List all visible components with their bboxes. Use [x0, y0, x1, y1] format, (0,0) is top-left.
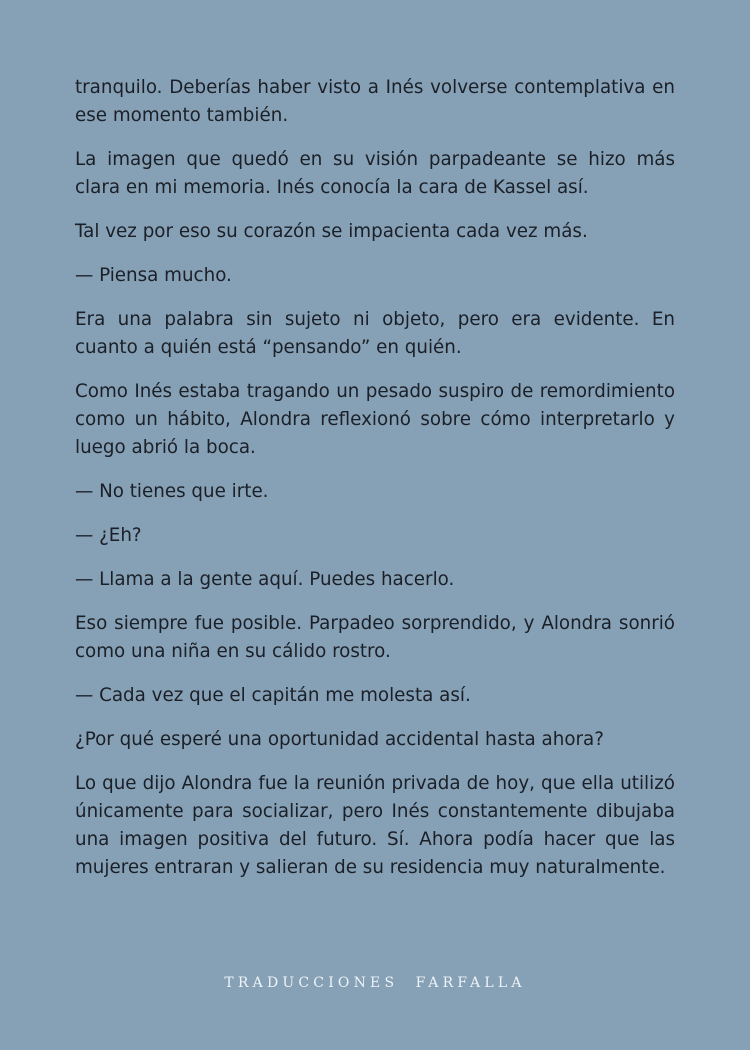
- paragraph: Era una palabra sin sujeto ni objeto, pero era evidente. En cuanto a quién está “pensando” en quién.: [75, 309, 675, 358]
- page-body-text: [75, 74, 675, 898]
- paragraph: — Llama a la gente aquí. Puedes hacerlo.: [75, 569, 455, 590]
- paragraph: Como Inés estaba tragando un pesado suspiro de remordimiento como un hábito, Alondra reflexionó sobre cómo interpretarlo y luego abrió la boca.: [75, 381, 675, 458]
- paragraph: Lo que dijo Alondra fue la reunión privada de hoy, que ella utilizó únicamente para socializar, pero Inés constantemente dibujaba una imagen positiva del futuro. Sí. Ahora podía hacer que las mujeres entraran y salieran de su residencia muy naturalmente.: [75, 773, 675, 878]
- paragraph: Eso siempre fue posible. Parpadeo sorprendido, y Alondra sonrió como una niña en su cálido rostro.: [75, 613, 675, 662]
- paragraph: — Piensa mucho.: [75, 265, 232, 286]
- paragraph: — Cada vez que el capitán me molesta así.: [75, 685, 471, 706]
- paragraph: ¿Por qué esperé una oportunidad accidental hasta ahora?: [75, 729, 604, 750]
- paragraph: — No tienes que irte.: [75, 481, 269, 502]
- page-footer-credit: TRADUCCIONES FARFALLA: [224, 975, 526, 991]
- paragraph: tranquilo. Deberías haber visto a Inés volverse contemplativa en ese momento también.: [75, 77, 675, 126]
- paragraph: Tal vez por eso su corazón se impacienta cada vez más.: [75, 221, 588, 242]
- paragraph: — ¿Eh?: [75, 525, 142, 546]
- paragraph: La imagen que quedó en su visión parpadeante se hizo más clara en mi memoria. Inés conocía la cara de Kassel así.: [75, 149, 675, 198]
